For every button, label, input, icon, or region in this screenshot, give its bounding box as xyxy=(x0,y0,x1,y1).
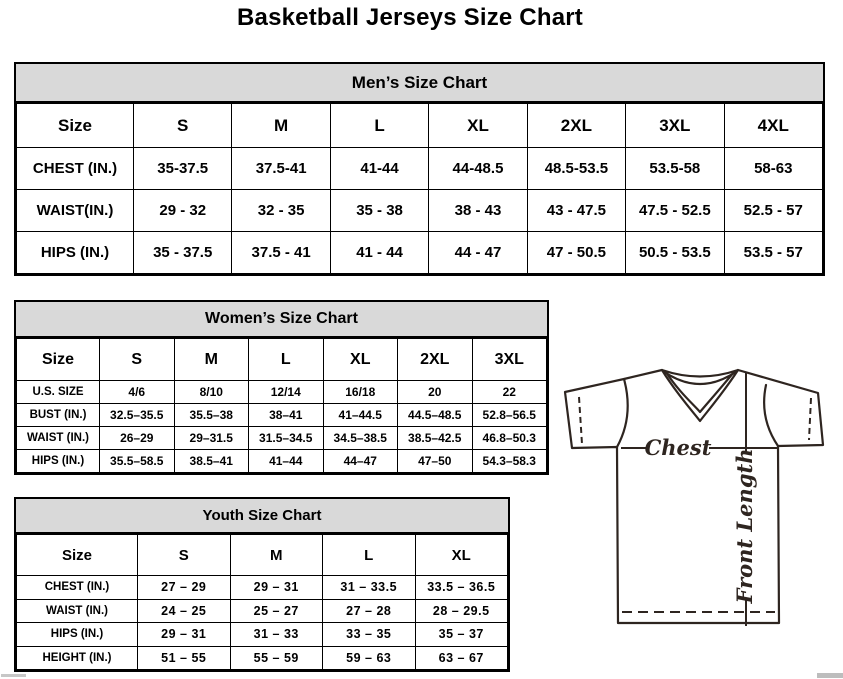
jersey-armhole-right xyxy=(764,385,778,446)
value-cell: 59 – 63 xyxy=(323,646,416,670)
womens-row-label: U.S. SIZE xyxy=(17,381,100,404)
womens-column-header: M xyxy=(174,339,249,381)
value-cell: 24 – 25 xyxy=(138,599,231,623)
mens-chart-title: Men’s Size Chart xyxy=(16,64,823,103)
value-cell: 27 – 28 xyxy=(323,599,416,623)
value-cell: 41 - 44 xyxy=(330,232,428,274)
value-cell: 35 – 37 xyxy=(415,623,508,647)
table-row xyxy=(17,148,823,190)
womens-column-header: 3XL xyxy=(472,339,547,381)
youth-row-label: HIPS (IN.) xyxy=(17,623,138,647)
youth-column-header: XL xyxy=(415,535,508,576)
womens-size-chart xyxy=(14,300,549,475)
value-cell: 29 – 31 xyxy=(138,623,231,647)
mens-row-label: WAIST(IN.) xyxy=(17,190,134,232)
value-cell: 58-63 xyxy=(724,148,822,190)
womens-row-label: HIPS (IN.) xyxy=(17,450,100,473)
value-cell: 12/14 xyxy=(249,381,324,404)
mens-column-header: 3XL xyxy=(626,104,724,148)
youth-column-header: Size xyxy=(17,535,138,576)
table-row xyxy=(17,381,547,404)
value-cell: 20 xyxy=(398,381,473,404)
value-cell: 4/6 xyxy=(100,381,175,404)
value-cell: 47.5 - 52.5 xyxy=(626,190,724,232)
mens-column-header-row xyxy=(17,104,823,148)
youth-row-label: WAIST (IN.) xyxy=(17,599,138,623)
value-cell: 28 – 29.5 xyxy=(415,599,508,623)
value-cell: 48.5-53.5 xyxy=(527,148,625,190)
jersey-outline xyxy=(565,370,823,623)
value-cell: 44–47 xyxy=(323,450,398,473)
value-cell: 43 - 47.5 xyxy=(527,190,625,232)
value-cell: 44.5–48.5 xyxy=(398,404,473,427)
jersey-measurement-diagram xyxy=(558,360,843,679)
value-cell: 29–31.5 xyxy=(174,427,249,450)
value-cell: 35-37.5 xyxy=(134,148,232,190)
value-cell: 26–29 xyxy=(100,427,175,450)
value-cell: 35.5–58.5 xyxy=(100,450,175,473)
womens-size-table xyxy=(16,338,547,473)
value-cell: 37.5-41 xyxy=(232,148,330,190)
value-cell: 22 xyxy=(472,381,547,404)
value-cell: 35 - 38 xyxy=(330,190,428,232)
value-cell: 31 – 33.5 xyxy=(323,576,416,600)
value-cell: 33 – 35 xyxy=(323,623,416,647)
chest-label: Chest xyxy=(644,435,712,460)
value-cell: 55 – 59 xyxy=(230,646,323,670)
value-cell: 41–44.5 xyxy=(323,404,398,427)
value-cell: 38–41 xyxy=(249,404,324,427)
value-cell: 44 - 47 xyxy=(429,232,527,274)
scrollbar-fragment-left[interactable] xyxy=(1,674,26,677)
value-cell: 35.5–38 xyxy=(174,404,249,427)
value-cell: 41-44 xyxy=(330,148,428,190)
mens-column-header: XL xyxy=(429,104,527,148)
value-cell: 29 – 31 xyxy=(230,576,323,600)
youth-column-header: S xyxy=(138,535,231,576)
value-cell: 51 – 55 xyxy=(138,646,231,670)
youth-chart-title: Youth Size Chart xyxy=(16,499,508,534)
value-cell: 50.5 - 53.5 xyxy=(626,232,724,274)
mens-column-header: 4XL xyxy=(724,104,822,148)
womens-column-header: S xyxy=(100,339,175,381)
sleeve-dash-right xyxy=(809,398,811,440)
youth-row-label: HEIGHT (IN.) xyxy=(17,646,138,670)
table-row xyxy=(17,576,508,600)
mens-size-table xyxy=(16,103,823,274)
value-cell: 38.5–42.5 xyxy=(398,427,473,450)
mens-column-header: M xyxy=(232,104,330,148)
value-cell: 47–50 xyxy=(398,450,473,473)
jersey-armhole-left xyxy=(617,379,628,447)
youth-row-label: CHEST (IN.) xyxy=(17,576,138,600)
womens-chart-title: Women’s Size Chart xyxy=(16,302,547,338)
youth-column-header-row xyxy=(17,535,508,576)
value-cell: 37.5 - 41 xyxy=(232,232,330,274)
value-cell: 44-48.5 xyxy=(429,148,527,190)
table-row xyxy=(17,646,508,670)
table-row xyxy=(17,623,508,647)
value-cell: 8/10 xyxy=(174,381,249,404)
value-cell: 25 – 27 xyxy=(230,599,323,623)
table-row xyxy=(17,450,547,473)
value-cell: 32.5–35.5 xyxy=(100,404,175,427)
womens-row-label: BUST (IN.) xyxy=(17,404,100,427)
value-cell: 29 - 32 xyxy=(134,190,232,232)
sleeve-dash-left xyxy=(579,397,582,444)
mens-size-chart xyxy=(14,62,825,276)
table-row xyxy=(17,599,508,623)
table-row xyxy=(17,190,823,232)
value-cell: 46.8–50.3 xyxy=(472,427,547,450)
table-row xyxy=(17,427,547,450)
value-cell: 52.5 - 57 xyxy=(724,190,822,232)
value-cell: 31.5–34.5 xyxy=(249,427,324,450)
mens-column-header: Size xyxy=(17,104,134,148)
table-row xyxy=(17,404,547,427)
value-cell: 47 - 50.5 xyxy=(527,232,625,274)
womens-column-header: L xyxy=(249,339,324,381)
youth-size-chart xyxy=(14,497,510,672)
mens-column-header: 2XL xyxy=(527,104,625,148)
mens-column-header: L xyxy=(330,104,428,148)
value-cell: 33.5 – 36.5 xyxy=(415,576,508,600)
womens-column-header: XL xyxy=(323,339,398,381)
youth-column-header: M xyxy=(230,535,323,576)
value-cell: 31 – 33 xyxy=(230,623,323,647)
value-cell: 35 - 37.5 xyxy=(134,232,232,274)
scrollbar-fragment-right[interactable] xyxy=(817,673,843,678)
womens-column-header: 2XL xyxy=(398,339,473,381)
value-cell: 38.5–41 xyxy=(174,450,249,473)
womens-column-header-row xyxy=(17,339,547,381)
value-cell: 32 - 35 xyxy=(232,190,330,232)
value-cell: 27 – 29 xyxy=(138,576,231,600)
table-row xyxy=(17,232,823,274)
value-cell: 41–44 xyxy=(249,450,324,473)
youth-size-table xyxy=(16,534,508,670)
value-cell: 53.5 - 57 xyxy=(724,232,822,274)
page-title: Basketball Jerseys Size Chart xyxy=(237,4,583,31)
value-cell: 34.5–38.5 xyxy=(323,427,398,450)
mens-row-label: CHEST (IN.) xyxy=(17,148,134,190)
mens-column-header: S xyxy=(134,104,232,148)
mens-row-label: HIPS (IN.) xyxy=(17,232,134,274)
value-cell: 54.3–58.3 xyxy=(472,450,547,473)
womens-column-header: Size xyxy=(17,339,100,381)
value-cell: 38 - 43 xyxy=(429,190,527,232)
value-cell: 63 – 67 xyxy=(415,646,508,670)
value-cell: 52.8–56.5 xyxy=(472,404,547,427)
womens-row-label: WAIST (IN.) xyxy=(17,427,100,450)
value-cell: 53.5-58 xyxy=(626,148,724,190)
front-length-label: Front Length xyxy=(732,448,757,604)
value-cell: 16/18 xyxy=(323,381,398,404)
youth-column-header: L xyxy=(323,535,416,576)
